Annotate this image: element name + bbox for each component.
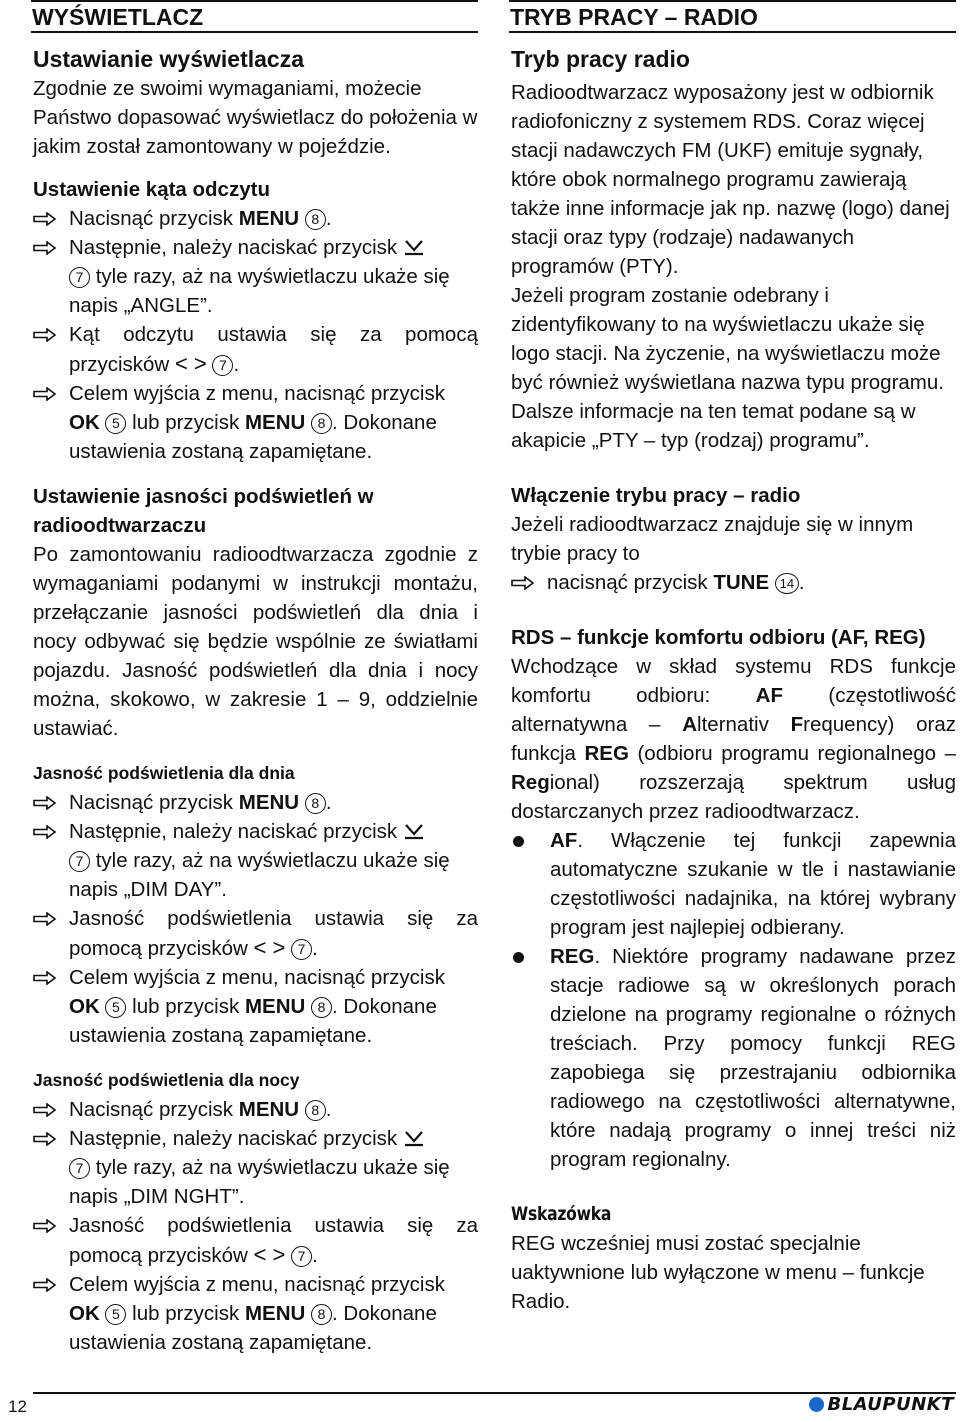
heading-night-brightness: Jasność podświetlenia dla nocy	[33, 1070, 300, 1090]
right-arrow-icon	[33, 963, 69, 1050]
right-arrow-icon	[33, 1211, 69, 1270]
right-arrow-icon	[33, 817, 69, 904]
step-item: Następnie, należy naciskać przycisk 7 tyle razy, aż na wyświetlaczu ukaże się napis „DIM NGHT”.	[33, 1124, 478, 1211]
heading-backlight-brightness: Ustawienie jasności podświetleń w radioodtwarzaczu	[33, 485, 374, 537]
button-number-badge: 5	[105, 413, 126, 434]
step-item: nacisnąć przycisk TUNE 14 .	[511, 568, 956, 597]
logo-ball-icon	[809, 1397, 824, 1412]
right-arrow-icon	[33, 1270, 69, 1357]
step-item: Następnie, należy naciskać przycisk 7 tyle razy, aż na wyświetlaczu ukaże się napis „DIM DAY”.	[33, 817, 478, 904]
button-number-badge: 5	[105, 1304, 126, 1325]
button-number-badge: 8	[305, 209, 326, 230]
section-banner-display: WYŚWIETLACZ	[31, 0, 478, 33]
step-item: Nacisnąć przycisk MENU 8 .	[33, 788, 478, 817]
paragraph-station-logo: Jeżeli program zostanie odebrany i zidentyfikowany to na wyświetlaczu ukaże się logo stacji. Na życzenie, na wyświetlaczu może być również wyświetlana nazwa typu programu. Dalsze informacje na ten temat podane są w akapicie „PTY – typ (rodzaj) programu”.	[511, 284, 944, 452]
right-arrow-icon	[33, 1095, 69, 1124]
paragraph-backlight-intro: Po zamontowaniu radioodtwarzacza zgodnie z wymaganiami podanymi w instrukcji montażu, przełączanie jasności podświetleń dla dnia i nocy odbywać się będzie wspólnie ze światłami pojazdu. Jasność podświetleń dla dnia i nocy można, skokowo, w zakresie 1 – 9, oddzielnie ustawiać.	[33, 543, 478, 740]
steps-viewing-angle	[33, 204, 478, 466]
step-item: Celem wyjścia z menu, nacisnąć przycisk OK 5 lub przycisk MENU 8 . Dokonane ustawienia zostaną zapamiętane.	[33, 963, 478, 1050]
right-arrow-icon	[33, 904, 69, 963]
paragraph-note: REG wcześniej musi zostać specjalnie uaktywnione lub wyłączone w menu – funkcje Radio.	[511, 1232, 925, 1313]
heading-switch-radio: Włączenie trybu pracy – radio	[511, 484, 801, 507]
right-arrow-icon	[511, 568, 547, 597]
step-item: Jasność podświetlenia ustawia się za pomocą przycisków < > 7 .	[33, 904, 478, 963]
button-number-badge: 8	[305, 793, 326, 814]
button-number-badge: 7	[212, 355, 233, 376]
section-banner-radio-mode: TRYB PRACY – RADIO	[509, 0, 956, 33]
heading-viewing-angle: Ustawienie kąta odczytu	[33, 178, 270, 201]
step-item: Celem wyjścia z menu, nacisnąć przycisk OK 5 lub przycisk MENU 8 . Dokonane ustawienia zostaną zapamiętane.	[33, 1270, 478, 1357]
down-chevron-button-icon	[403, 238, 425, 256]
button-number-badge: 7	[69, 1158, 90, 1179]
paragraph-rds-comfort: Wchodzące w skład systemu RDS funkcje komfortu odbioru: AF (częstotliwość alternatywna – Alternativ Frequency) oraz funkcja REG (odbioru programu regionalnego – Regional) rozszerzają spektrum usług dostarczanych przez radioodtwarzacz.	[511, 655, 956, 823]
right-arrow-icon	[33, 788, 69, 817]
heading-radio-mode: Tryb pracy radio	[511, 46, 690, 72]
left-right-buttons-symbol: < >	[253, 1242, 286, 1267]
button-number-badge: 7	[69, 267, 90, 288]
step-item: Nacisnąć przycisk MENU 8 .	[33, 204, 478, 233]
button-number-badge: 8	[311, 997, 332, 1018]
button-number-badge: 7	[291, 1246, 312, 1267]
button-number-badge: 14	[775, 573, 799, 594]
button-number-badge: 7	[291, 939, 312, 960]
button-number-badge: 8	[311, 1304, 332, 1325]
down-chevron-button-icon	[403, 822, 425, 840]
step-item: Jasność podświetlenia ustawia się za pomocą przycisków < > 7 .	[33, 1211, 478, 1270]
bullet-dot-icon	[513, 952, 524, 963]
paragraph-rds-intro: Radioodtwarzacz wyposażony jest w odbiornik radiofoniczny z systemem RDS. Coraz więcej stacji nadawczych FM (UKF) emituje sygnały, które obok normalnego programu zawierają także inne informacje jak np. nazwę (logo) danej stacji oraz typy (rodzaje) nadawanych programów (PTY).	[511, 81, 950, 278]
bullet-dot-icon	[513, 836, 524, 847]
right-arrow-icon	[33, 233, 69, 320]
heading-display-setup: Ustawianie wyświetlacza	[33, 46, 305, 72]
right-arrow-icon	[33, 1124, 69, 1211]
left-right-buttons-symbol: < >	[174, 351, 207, 376]
paragraph-switch-radio: Jeżeli radioodtwarzacz znajduje się w innym trybie pracy to	[511, 513, 914, 565]
button-number-badge: 8	[311, 413, 332, 434]
steps-night-brightness	[33, 1095, 478, 1357]
heading-rds-comfort: RDS – funkcje komfortu odbioru (AF, REG)	[511, 626, 926, 649]
steps-day-brightness	[33, 788, 478, 1050]
down-chevron-button-icon	[403, 1129, 425, 1147]
brand-logo: BLAUPUNKT	[809, 1394, 954, 1415]
step-item: Następnie, należy naciskać przycisk 7 tyle razy, aż na wyświetlaczu ukaże się napis „ANGLE”.	[33, 233, 478, 320]
heading-day-brightness: Jasność podświetlenia dla dnia	[33, 763, 295, 783]
left-column	[33, 0, 478, 1357]
button-number-badge: 7	[69, 851, 90, 872]
button-number-badge: 5	[105, 997, 126, 1018]
bullet-item: AF. Włączenie tej funkcji zapewnia automatyczne szukanie w tle i nastawianie częstotliwości nadajnika, na której wybrany program jest najlepiej odbierany.	[511, 826, 956, 942]
bullet-item: REG. Niektóre programy nadawane przez stacje radiowe są w określonych porach dzielone na programy regionalne o różnych treściach. Przy pomocy funkcji REG zapobiega się przestrajaniu odbiornika radiowego na częstotliwości alternatywne, które nadają programy o innej treści niż program regionalny.	[511, 942, 956, 1174]
heading-note: Wskazówka	[511, 1203, 612, 1225]
step-item: Celem wyjścia z menu, nacisnąć przycisk OK 5 lub przycisk MENU 8 . Dokonane ustawienia zostaną zapamiętane.	[33, 379, 478, 466]
right-arrow-icon	[33, 320, 69, 379]
page-number: 12	[8, 1397, 27, 1416]
step-item: Kąt odczytu ustawia się za pomocą przycisków < > 7 .	[33, 320, 478, 379]
right-column	[511, 0, 956, 1316]
right-arrow-icon	[33, 379, 69, 466]
paragraph-display-intro: Zgodnie ze swoimi wymaganiami, możecie Państwo dopasować wyświetlacz do położenia w jakim został zamontowany w pojeździe.	[33, 77, 478, 158]
right-arrow-icon	[33, 204, 69, 233]
step-item: Nacisnąć przycisk MENU 8 .	[33, 1095, 478, 1124]
button-number-badge: 8	[305, 1100, 326, 1121]
left-right-buttons-symbol: < >	[253, 935, 286, 960]
